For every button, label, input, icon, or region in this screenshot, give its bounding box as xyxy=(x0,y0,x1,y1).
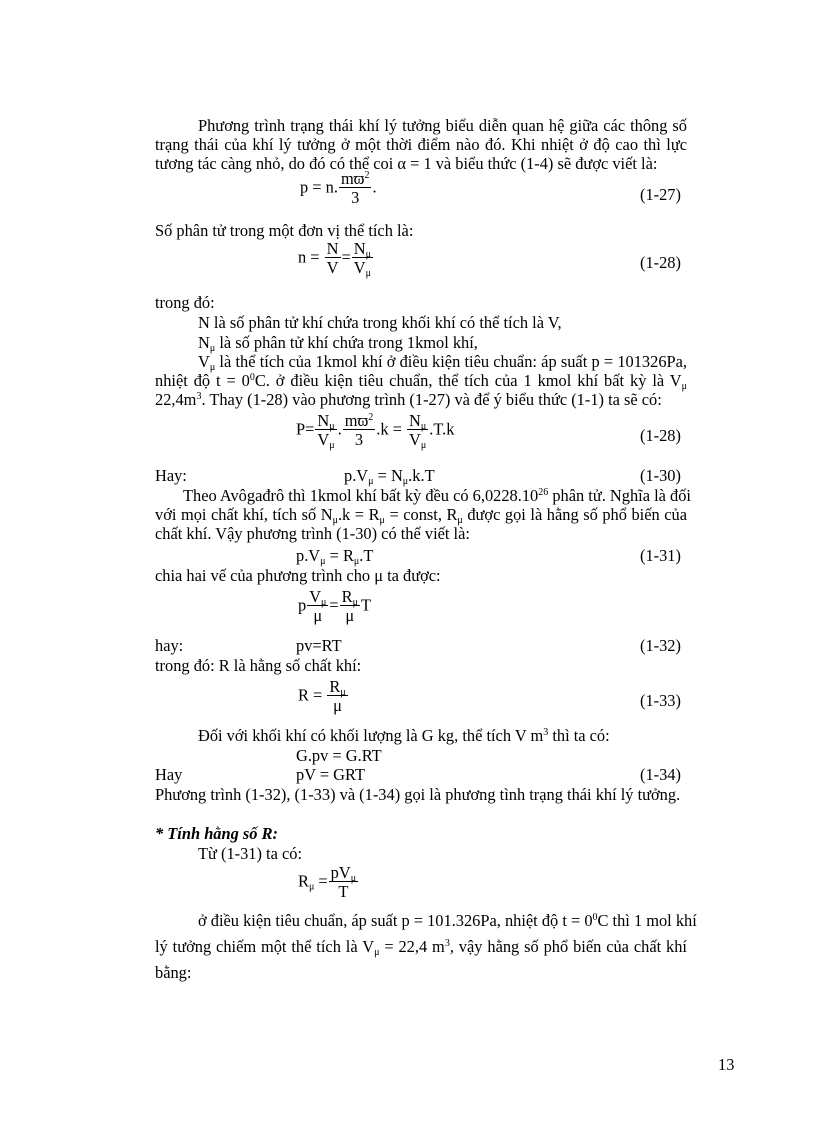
definition-N-mu: $N_\mu$ là số phân tử khí chứa trong 1kmol khí, xyxy=(198,333,478,354)
equation-number-1-28-b: (1-28) xyxy=(640,426,681,445)
equation-1-32: pv=RT xyxy=(296,636,342,655)
equation-1-30: $p.V_\mu = N_\mu.k.T$ xyxy=(344,466,435,487)
equation-1-31: $p.V_\mu = R_\mu.T$ xyxy=(296,546,374,567)
molecules-label: Số phân tử trong một đơn vị thể tích là: xyxy=(155,221,414,240)
where-label: trong đó: xyxy=(155,293,215,312)
equation-number-1-30: (1-30) xyxy=(640,466,681,485)
equation-1-33: R = $\frac{R_\mu}{\mu}$ xyxy=(298,677,346,716)
equation-1-27: p = n. $\frac{mϖ^2}{3}$ . xyxy=(300,169,377,208)
section-heading: * Tính hằng số R: xyxy=(155,824,278,843)
where-R-label: trong đó: R là hằng số chất khí: xyxy=(155,656,362,675)
intro-line-3: tương tác càng nhỏ, do đó có thể coi α = 1 và biểu thức (1-4) sẽ được viết là: xyxy=(155,153,658,173)
hay-label-1-34: Hay xyxy=(155,765,183,784)
intro-paragraph xyxy=(155,117,687,174)
avogadro-paragraph: Theo Avôgađrô thì 1kmol khí bất kỳ đều có 6,0228.10$^{26}$ phân tử. Nghĩa là đối với mọi chất khí, tích số $N_\mu.k = R_\mu$ = const, $R_\mu$ được gọi là hằng số phổ biến của chất khí. Vậy phương trình (1-30) có thể viết là: xyxy=(155,486,691,543)
divide-text: chia hai vế của phương trình cho μ ta được: xyxy=(155,566,441,585)
hay-label-1-32: hay: xyxy=(155,636,184,655)
equation-number-1-32: (1-32) xyxy=(640,636,681,655)
equation-1-28-b: P= $\frac{N_\mu}{V_\mu}$ . $\frac{mϖ^2}{3}$ .k = $\frac{N_\mu}{V_\mu}$ .T.k xyxy=(296,411,455,452)
equation-number-1-33: (1-33) xyxy=(640,691,681,710)
intro-line-1: Phương trình trạng thái khí lý tưởng biểu diễn quan hệ giữa các thông số xyxy=(198,116,687,135)
equation-1-34: pV = GRT xyxy=(296,765,365,784)
equation-number-1-34: (1-34) xyxy=(640,765,681,784)
equation-divide: p $\frac{V_\mu}{\mu}$ = $\frac{R_\mu}{\mu}$ T xyxy=(298,587,371,626)
page-number: 13 xyxy=(718,1055,735,1074)
equation-number-1-27: (1-27) xyxy=(640,185,681,204)
equation-number-1-28-a: (1-28) xyxy=(640,253,681,272)
summary-text: Phương trình (1-32), (1-33) và (1-34) gọi là phương tình trạng thái khí lý tưởng. xyxy=(155,785,681,804)
definition-V-mu: $V_\mu$ là thể tích của 1kmol khí ở điều kiện tiêu chuẩn: áp suất p = 101326Pa, nhiệt độ $t = 0^0C$. ở điều kiện tiêu chuẩn, thể tích của 1 kmol khí bất kỳ là $V_\mu$ $22,4m^3$. Thay (1-28) vào phương trình (1-27) và để ý biểu thức (1-1) ta sẽ có: xyxy=(155,352,687,409)
mass-text: Đối với khối khí có khối lượng là G kg, thể tích V $m^3$ thì ta có: xyxy=(198,726,610,745)
equation-1-28-a: n = $\frac{N}{V}$ = $\frac{N_\mu}{V_\mu}$ xyxy=(298,239,371,280)
equation-R-mu: $R_\mu$ = $\frac{pV_\mu}{T}$ xyxy=(298,863,357,902)
equation-G: G.pv = G.RT xyxy=(296,746,382,765)
standard-conditions-paragraph: ở điều kiện tiêu chuẩn, áp suất p = 101.326Pa, nhiệt độ $t = 0^0C$ thì 1 mol khí lý tưởng chiếm một thể tích là $V_\mu = 22,4$ $m^3$, vậy hằng số phổ biến của chất khí bằng: xyxy=(155,911,697,982)
equation-number-1-31: (1-31) xyxy=(640,546,681,565)
from-text: Từ (1-31) ta có: xyxy=(198,844,303,863)
intro-line-2: trạng thái của khí lý tưởng ở một thời điểm nào đó. Khi nhiệt ở độ cao thì lực xyxy=(155,134,687,154)
definition-N: N là số phân tử khí chứa trong khối khí có thể tích là V, xyxy=(198,313,562,332)
hay-label-1-30: Hay: xyxy=(155,466,187,485)
